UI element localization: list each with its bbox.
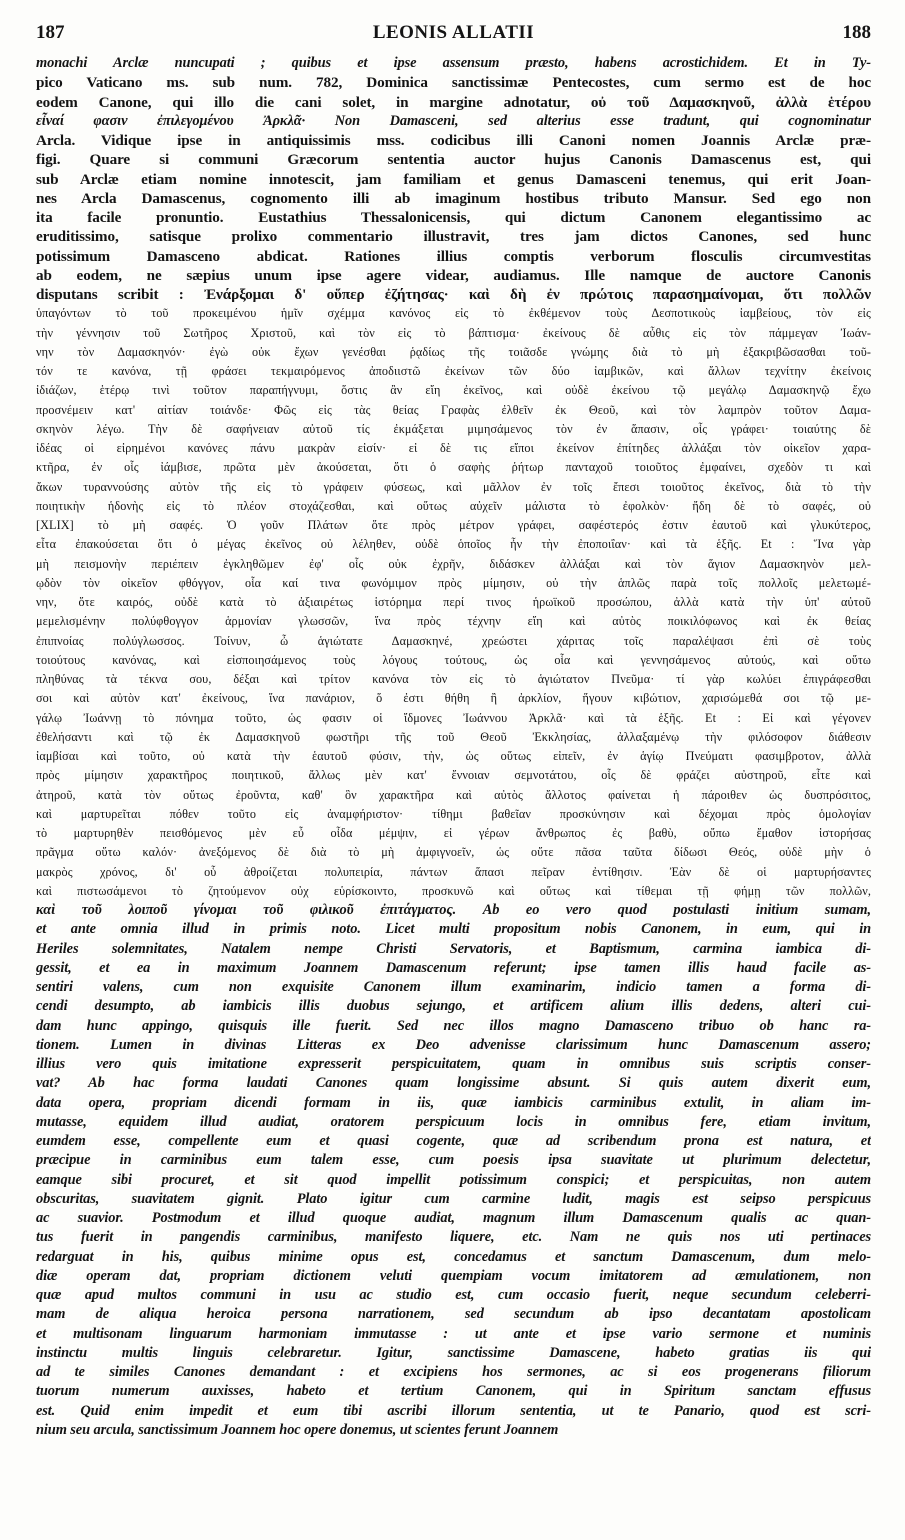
text-line: est. Quid enim impedit et eum tibi ascribi illorum sententia, ut te Panario, quod est scri-: [36, 1402, 871, 1419]
text-line: mam de aliqua heroica persona narrationem, sed secundum ab ipso decantatam apostolicam: [36, 1306, 871, 1323]
text-line: σοι καὶ αὐτὸν κατ' ἐκείνους, ἵνα πανάριον, ὅ ἐστι θήθη ἢ ἀρκλίον, ἥγουν κιβώτιον, χαρισώμεθά σοι τῷ με-: [36, 691, 871, 706]
text-line: καὶ τοῦ λοιποῦ γίνομαι τοῦ φιλικοῦ ἐπιτάγματος. Ab eo vero quod postulasti initium sumam,: [36, 902, 871, 918]
text-line: illius vero quis imitatione expresserit perspicuitatem, quam in omnibus suis scriptis conser-: [36, 1056, 871, 1072]
text-line: dam hunc appingo, quisquis ille fuerit. Sed nec illos magno Damasceno tribuo ob hanc ra-: [36, 1017, 871, 1034]
text-line: instinctu multis linguis celebraretur. Igitur, sanctissime Damascene, habeto gratias iis qui: [36, 1344, 871, 1361]
text-line: σκηνὸν λέγω. Τὴν δὲ σαφήνειαν αὐτοῦ τίς ἐκμάξεται μιμησάμενος τὸν ἐν ἅπασιν, οἷς γράφει· τοιαύτης δὲ: [36, 421, 871, 436]
text-line: mutasse, equidem illud audiat, oratorem perspicuum locis in omnibus fere, etiam invitum,: [36, 1113, 871, 1130]
text-line: ad te similes Canones demandant : et excipiens hos sermones, ac si eos progenerans filiorum: [36, 1364, 871, 1380]
text-line: Arcla. Vidique ipse in antiquissimis mss. codicibus illi Canoni nomen Joannis Arclæ præ-: [36, 132, 871, 149]
text-line: pico Vaticano ms. sub num. 782, Dominica sanctissimæ Pentecostes, cum sermo est de hoc: [36, 74, 871, 92]
text-line: γάλῳ Ἰωάννῃ τὸ πόνημα τοῦτο, ὡς φασιν οἱ ἴδμονες Ἰωάννου Ἀρκλᾶ· καὶ τὰ ἑξῆς. Et : Εἰ καὶ γέγονεν: [36, 710, 871, 725]
text-line: ἄκων τυραννούσης αὐτὸν τῆς εἰς τὸ γράφειν φύσεως, καὶ μᾶλλον ἐν τοῖς ἔπεσι τοιοῦτος ἐκεῖνος, διὰ τὸ τὴν: [36, 479, 871, 494]
text-line: redarguat in his, quibus minime opus est, concedamus et sanctum Damascenum, dum melo-: [36, 1248, 871, 1265]
text-line: ab eodem, ne sæpius unum ipse agere videar, audiamus. Ille namque de auctore Canonis: [36, 266, 871, 284]
page-number-left: 187: [36, 22, 65, 43]
page-header: [36, 22, 871, 54]
text-line: νην τὸν Δαμασκηνόν· ἐγὼ οὐκ ἔχων γενέσθαι ῥᾳδίως τῆς τοιᾶσδε γνώμης διὰ τὸ μὴ ἐξακριβῶσασθαι τοῦ-: [36, 344, 871, 359]
text-line: ἀτηροῦ, κατὰ τὸν οὕτως ἐροῦντα, καθ' ὃν χαρακτῆρα καὶ αὐτὸς ἄλλοτος φαίνεται ἡ πάροιθεν ὡς δυσπρόσιτος,: [36, 787, 871, 802]
text-line: προσνέμειν κατ' αἰτίαν τοιάνδε· Φῶς εἰς τὰς θείας Γραφὰς ἐλθεῖν ἐκ Θεοῦ, καὶ τὸν λαμπρὸν τοῦτον Δαμα-: [36, 402, 871, 417]
running-head: LEONIS ALLATII: [372, 22, 535, 43]
text-line: eumdem esse, compellente eum et quasi cogente, quæ ad scribendum prona est natura, et: [36, 1133, 871, 1149]
page-number-right: 188: [842, 22, 871, 43]
text-line: πρὸς μίμησιν χαρακτῆρος ποιητικοῦ, ἄλλως μὲν κατ' ἔννοιαν σεμνοτάτου, οἷς δὲ φράζει αὐστηροῦ, εἶτε καὶ: [36, 768, 871, 783]
text-line: ἰδέας οἱ εἰρημένοι κανόνες πάνυ μακρὰν εἰσίν· εἰ δὲ τις εἴποι ἐκείνον ἐπίτηδες ἀλλάξαι τὸν οἰκεῖον χαρα-: [36, 441, 871, 455]
text-line: data opera, propriam dicendi formam in iis, quæ iambicis carminibus extulit, in aliam im-: [36, 1094, 871, 1111]
text-line: μεμελισμένην πολύφθογγον ἁρμονίαν γλωσσῶν, ἵνα πρὸς τέχνην εἴη καὶ αὐτὸς ποικιλόφωνος καὶ ἐκ θείας: [36, 614, 871, 629]
text-line: [XLIX] τὸ μὴ σαφές. Ὁ γοῦν Πλάτων ὅτε πρὸς μέτρον γράφει, σαφέστερός ἐστιν ἑαυτοῦ καὶ γλυκύτερος,: [36, 518, 871, 532]
text-line: cendi desumpto, ab iambicis illis duobus sejungo, et artificem alium illis dedens, alteri cui-: [36, 998, 871, 1015]
text-line: eamque sibi procuret, et sit quod impellit potissimum conspici; et perspicuitas, non autem: [36, 1171, 871, 1188]
text-line: εἶναί φασιν ἐπιλεγομένου Ἀρκλᾶ· Non Damasceni, sed alterius esse tradunt, qui cognominatur: [36, 112, 871, 129]
text-line: ac suavior. Postmodum et illud quoque audiat, magnum illum Damascenum qualis ac quan-: [36, 1210, 871, 1226]
text-line: τόν τε κανόνα, τῇ φράσει τεκμαιρόμενος ἀποδιιστῶ ἐκείνων τῶν δύο ἰαμβικῶν, καὶ ἄλλων τεχνίτην ἐκείνοις: [36, 364, 871, 378]
text-line: νην, ὅτε καιρός, οὐδὲ κατὰ τὸ ἀξιαιρέτως ἱστόρημα περί τινος ἡρωϊκοῦ προσώπου, ἀλλὰ κατὰ τὴν ὑπ' αὐτοῦ: [36, 595, 871, 609]
text-line: gessit, et ea in maximum Joannem Damascenum referunt; ipse tamen illis haud facile as-: [36, 959, 871, 976]
text-line: et multisonam linguarum harmoniam immutasse : ut ante et ipse vario sermone et numinis: [36, 1325, 871, 1342]
text-line: ita facile pronuntio. Eustathius Thessalonicensis, qui dictum Canonem elegantissimo ac: [36, 209, 871, 226]
text-line: ἐθελήσαντι καὶ τῷ ἐκ Δαμασκηνοῦ φωστῆρι τῆς τοῦ Θεοῦ Ἐκκλησίας, ἀλλαξαμένῳ τὴν φιλόσοφον διάθεσιν: [36, 729, 871, 744]
text-line: πληθύνας τὰ τέκνα σου, δέξαι καὶ τρίτον κανόνα τὸν εἰς τὸ ἁγιώτατον Πνεῦμα· τί γὰρ κωλύει ἐπιγράφεσθαι: [36, 672, 871, 686]
text-line: τὴν γέννησιν τοῦ Σωτῆρος Χριστοῦ, καὶ τὸν εἰς τὸ βάπτισμα· ἐκείνους δὲ αὖθις εἰς τὸν πάμμεγαν Ἰωάν-: [36, 325, 871, 340]
text-line: τὸ μαρτυρηθὲν πεισθόμενος μὲν εὖ οἶδα μέμψιν, εἰ γέρων ἄνθρωπος ἐς βαθὺ, οὔπω ἔμαθον ἱστορήσας: [36, 826, 871, 840]
text-line: ῳδὸν τὸν οἰκεῖον φθόγγον, οἷα καί τινα φωνόμιμον πρὸς μίμησιν, οὐ τὴν ἁπλῶς παρὰ τοῖς πολλοῖς μελετωμέ-: [36, 575, 871, 590]
text-line: ἐπιπνοίας πολύγλωσσος. Τοίνυν, ὦ ἁγιώτατε Δαμασκηνέ, χρεώστει χάριτας τοῖς παραλέψασι ἐπὶ σὲ τοὺς: [36, 633, 871, 648]
text-line: nium seu arcula, sanctissimum Joannem hoc opere donemus, ut scientes ferunt Joannem: [36, 1421, 559, 1438]
text-line: et ante omnia illud in primis noto. Licet multi propositum nobis Canonem, in eum, qui in: [36, 921, 871, 938]
text-line: diæ operam dat, propriam dictionem veluti quempiam vocum imitatorem ad æmulationem, non: [36, 1267, 871, 1284]
text-line: præcipue in carminibus eum talem esse, cum poesis ipsa suavitate ut plurimum delectetur,: [36, 1152, 871, 1169]
text-line: disputans scribit : Ἐνάρξομαι δ' οὕπερ ἐζήτησας· καὶ δὴ ἐν πρώτοις παρασημαίνομαι, ὅτι πολλῶν: [36, 286, 871, 303]
text-line: τοιούτους κανόνας, καὶ εἰσποιησάμενος τοὺς λόγους τούτους, ὡς οἷα καὶ γεννησάμενος αὐτούς, καὶ οὕτω: [36, 652, 871, 667]
text-body: [36, 54, 871, 1530]
text-line: καὶ μαρτυρεῖται πόθεν τοῦτο εἰς ἀναμφήριστον· τίθημι βαθεῖαν προσκύνησιν καὶ δέχομαι πρὸς ὁμολογίαν: [36, 806, 871, 821]
text-line: tuorum numerum auxisses, habeto et tertium Canonem, qui in Spiritum sanctam effusus: [36, 1383, 871, 1400]
text-line: tionem. Lumen in divinas Litteras ex Deo advenisse clarissimum hunc Damascenum assero;: [36, 1036, 871, 1053]
text-line: sub Arclæ etiam nomine innotescit, jam familiam et genus Damasceni tenemus, qui erit Joan-: [36, 170, 871, 188]
text-line: nes Arcla Damascenus, cognomento illi ab imaginum hostibus tributo Mansur. Sed ego non: [36, 189, 871, 207]
text-line: ἰαμβίσαι καὶ τοῦτο, οὐ κατὰ τὴν ἑαυτοῦ φύσιν, τὴν, ὡς οὕτως εἰπεῖν, ἐν ἁγίῳ Πνεύματι φασιμβροτον, ἀλλὰ: [36, 749, 871, 763]
text-line: ὑπαγόντων τὸ τοῦ προκειμένου ἡμῖν σχέμμα κανόνος εἰς τὸ ἐκθέμενον τοὺς Δεσποτικοὺς ἰαμβείους, τὸν εἰς: [36, 306, 871, 321]
text-line: eruditissimo, satisque prolixo commentario illustravit, tres jam dictos Canones, sed hunc: [36, 228, 871, 246]
text-line: eodem Canone, qui illo die cani solet, in margine adnotatur, οὐ τοῦ Δαμασκηνοῦ, ἀλλὰ ἑτέρου: [36, 93, 871, 111]
text-line: πρᾶγμα οὕτω καλόν· ἀνεξόμενος δὲ διὰ τὸ μὴ ἀμφιγνοεῖν, ὡς οὔτε πᾶσα ταῦτα δίδωσι Θεός, οὐδὲ μὴν ὁ: [36, 845, 871, 860]
text-line: ποιητικὴν ἡδονὴς εἰς τὸ πλέον στοχάζεσθαι, καὶ οὕτως αὐχεῖν μάλιστα τὸ ἐφολκὸν· ἤδη δὲ τὸ σαφές, οὐ: [36, 498, 871, 513]
text-line: sentiri valens, cum non exquisite Canonem illum examinarim, indicio tamen a forma di-: [36, 979, 871, 995]
text-line: vat? Ab hac forma laudati Canones quam longissime absunt. Si quis autem dixerit eum,: [36, 1075, 871, 1092]
text-line: tus fuerit in pangendis carminibus, manifesto liquere, etc. Nam ne quis nos uti pertinaces: [36, 1229, 871, 1246]
text-line: μακρὸς χρόνος, δι' οὗ ἀθροίζεται πολυπειρία, πάντων ἅπασι πεῖραν ἐντίθησιν. Ἐὰν δὲ οἱ μαρτυρήσαντες: [36, 864, 871, 879]
text-line: καὶ πιστωσάμενοι τὸ ζητούμενον οὐχ εὑρίσκοιντο, προσκυνῶ καὶ οὕτως καὶ τίθεμαι τῇ φήμῃ τῶν πολλῶν,: [36, 883, 871, 898]
text-line: monachi Arclæ nuncupati ; quibus et ipse assensum præsto, habens acrostichidem. Et in Ty-: [36, 55, 871, 71]
text-line: figi. Quare si communi Græcorum sententia auctor hujus Canonis Damascenus est, qui: [36, 151, 871, 169]
text-line: quæ apud multos communi in usu ac studio est, cum occasio fuerit, neque secundum celeberri-: [36, 1287, 871, 1303]
text-line: Heriles solemnitates, Natalem nempe Christi Servatoris, et Baptismum, carmina iambica di-: [36, 940, 871, 957]
text-line: obscuritas, suavitatem gignit. Plato igitur cum carmine ludit, magis est seipso perspicuus: [36, 1190, 871, 1207]
text-line: μὴ πεισμονὴν περιέπειν ἐγκληθῶμεν ἐφ' οἷς οὐκ ἐχρῆν, διδάσκεν ἀλλάξαι καὶ τὸν ἅγιον Δαμασκηνὸν μελ-: [36, 556, 871, 571]
text-line: κτῆρα, ἐν οἷς ἰάμβισε, πρῶτα μὲν ἀκούσεται, ὅτι ὁ σαφὴς ῥήτωρ πανταχοῦ τοιοῦτος ἐμφαίνει, σχεδὸν τι καὶ: [36, 460, 871, 475]
text-line: ἰδιάζων, ἑτέρῳ τινὶ τοῦτον παραπήγνυμι, ὅστις ἂν εἴη ἐκεῖνος, καὶ οὐδὲ ἐκείνου τῷ μεγάλῳ Δαμασκηνῷ ἔχω: [36, 383, 871, 398]
text-line: εἶτα ἐπακούσεται ὅτι ὁ μέγας ἐκεῖνος οὐ λέληθεν, οὐδὲ ὁποῖος ἦν τὴν ἐποποιΐαν· καὶ τὰ ἑξῆς. Et : Ἵνα γὰρ: [36, 537, 871, 552]
text-line: potissimum Damasceno abdicat. Rationes illius comptis verborum flosculis circumvestitas: [36, 247, 871, 265]
